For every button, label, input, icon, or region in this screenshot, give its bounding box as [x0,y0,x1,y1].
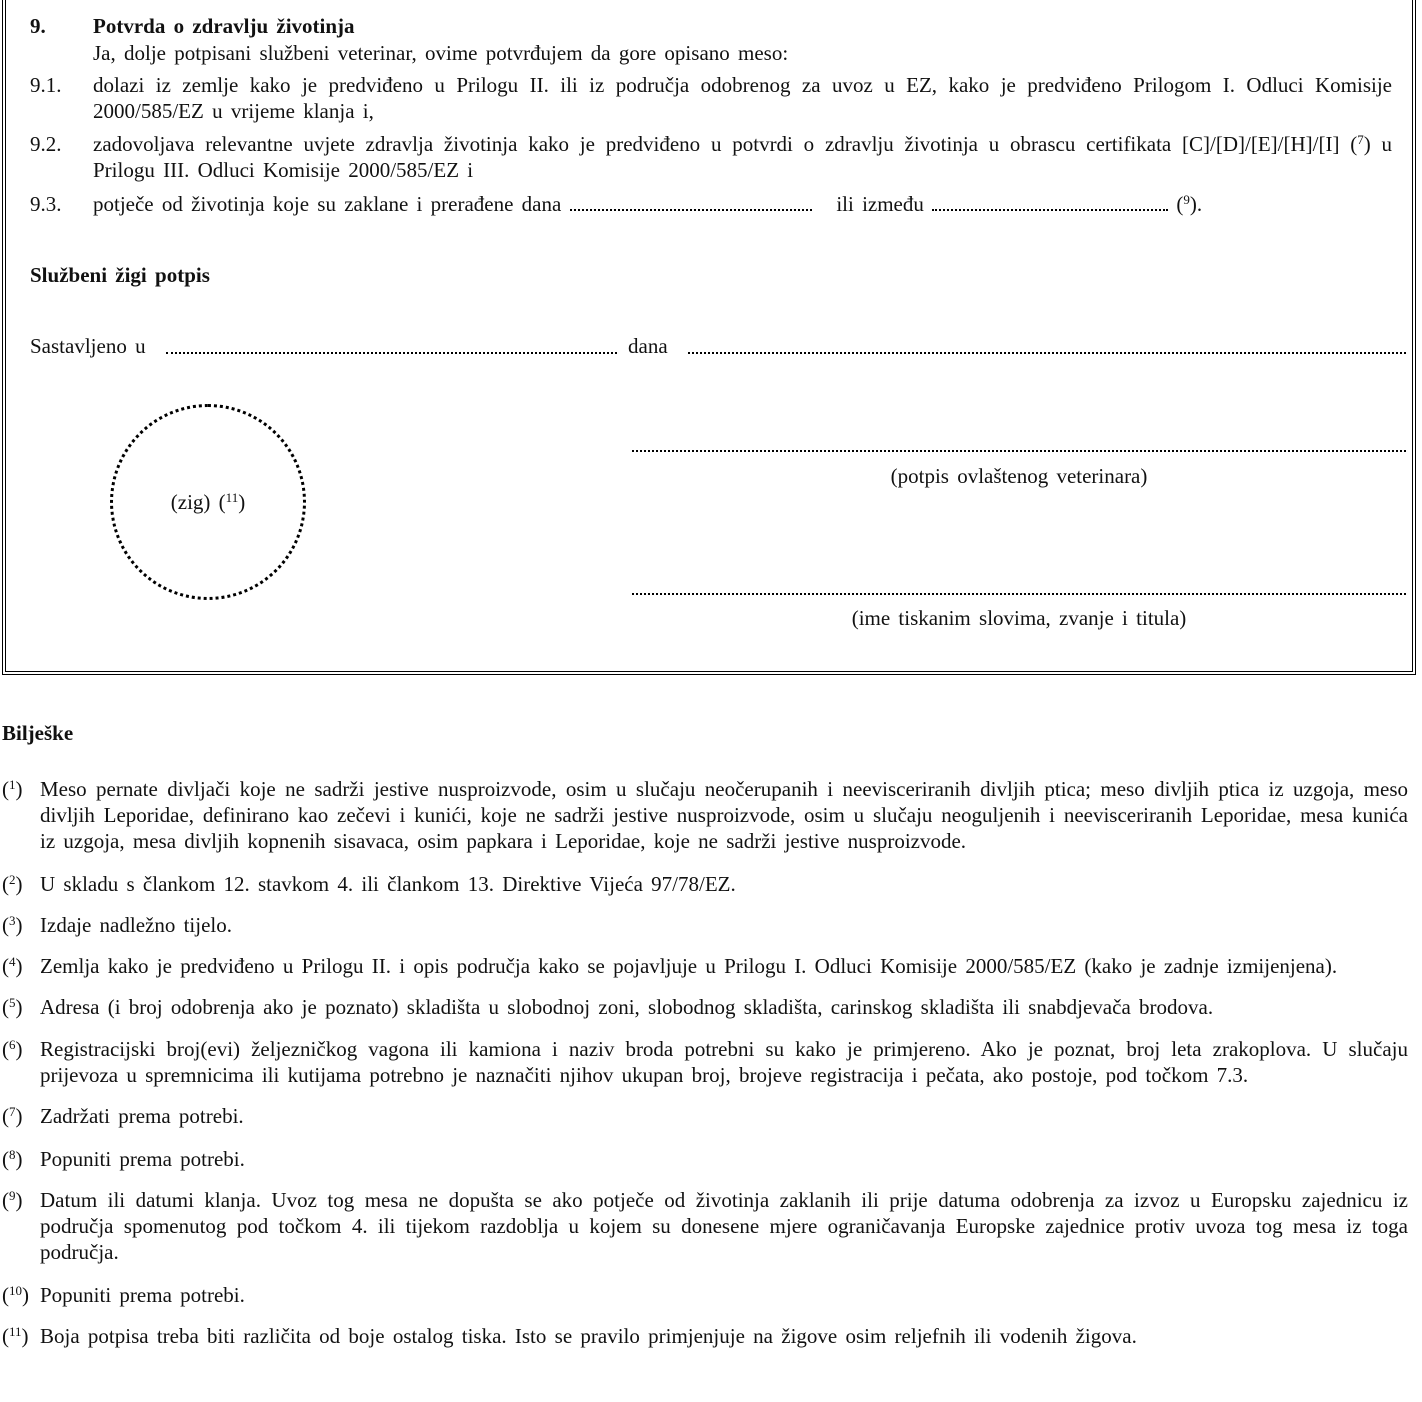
note-text: Popuniti prema potrebi. [40,1147,245,1171]
note-text: Adresa (i broj odobrenja ako je poznato) skladišta u slobodnoj zoni, slobodnog skladišta, carinskog skladišta ili snabdjevača brodova. [40,995,1214,1019]
stamp-circle [110,404,306,600]
section-title: Potvrda o zdravlju životinja [93,14,355,38]
date-field[interactable] [688,352,1406,354]
stamp-label: (zig) ($^{11}$) [170,490,246,514]
note-text: Boja potpisa treba biti različita od boje ostalog tiska. Isto se pravilo primjenjuje na žigove osim reljefnih ili vodenih žigova. [40,1324,1137,1348]
note-number: ($^5$) [2,995,23,1019]
note-text: Zemlja kako je predviđeno u Prilogu II. i opis područja kako se pojavljuje u Prilogu I. Odluci Komisije 2000/585/EZ (kako je zadnje izmijenjena). [40,954,1338,978]
slaughter-date-field[interactable] [570,193,812,211]
note-number: ($^8$) [2,1147,23,1171]
note-number: ($^{10}$) [2,1283,29,1307]
item-text: zadovoljava relevantne uvjete zdravlja životinja kako je predviđeno u potvrdi o zdravlju životinja u obrascu certifikata [C]/[D]/[E]/[H]/[I] ($^7$) u Prilogu III. Odluci Komisije 2000/585/EZ i [93,132,1392,182]
note-text: Meso pernate divljači koje ne sadrži jestive nusproizvode, osim u slučaju neočerupanih i neevisceriranih divljih ptica; meso divljih ptica iz uzgoja, meso divljih Leporidae, definirano kao zečevi i kunići, koje ne sadrži jestive nusproizvode, osim u slučaju neoguljenih i neevisceriranih Leporidae, mesa kunića iz uzgoja, mesa divljih kopnenih sisavaca, osim papkara i Leporidae, koje ne sadrži jestive nusproizvode. [40,777,1408,853]
note-number: ($^{11}$) [2,1324,29,1348]
place-field[interactable] [166,352,617,354]
item-number: 9.3. [30,192,62,216]
section-number: 9. [30,14,46,38]
section-intro: Ja, dolje potpisani službeni veterinar, ovime potvrđujem da gore opisano meso: [93,41,789,65]
date-label: dana [628,334,668,358]
name-title-caption: (ime tiskanim slovima, zvanje i titula) [851,606,1187,630]
vet-signature-caption: (potpis ovlaštenog veterinara) [890,464,1148,488]
item-number: 9.1. [30,73,62,97]
vet-signature-field[interactable] [632,450,1406,452]
certificate-frame [2,0,1416,675]
note-number: ($^1$) [2,777,23,801]
note-text: Registracijski broj(evi) željezničkog vagona ili kamiona i naziv broda potrebni su kako je primjereno. Ako je poznat, broj leta zrakoplova. U slučaju prijevoza u spremnicima ili kutijama potrebno je naznačiti njihov ukupan broj, brojeve registracija i pečata, ako postoje, pod točkom 7.3. [40,1037,1408,1087]
item-text: potječe od životinja koje su zaklane i prerađene dana ili između ($^9$). [93,192,1203,216]
note-text: Popuniti prema potrebi. [40,1283,245,1307]
note-text: Izdaje nadležno tijelo. [40,913,232,937]
item-number: 9.2. [30,132,62,156]
name-title-field[interactable] [632,593,1406,595]
place-label: Sastavljeno u [30,334,146,358]
note-number: ($^3$) [2,913,23,937]
slaughter-period-field[interactable] [932,193,1168,211]
note-text: Datum ili datumi klanja. Uvoz tog mesa ne dopušta se ako potječe od životinja zaklanih ili prije datuma odobrenja za izvoz u Europsku zajednicu iz područja spomenutog pod točkom 4. ili tijekom razdoblja u kojem su donesene mjere ograničavanja Europske zajednice protiv uvoza tog mesa iz toga područja. [40,1188,1408,1264]
note-text: U skladu s člankom 12. stavkom 4. ili člankom 13. Direktive Vijeća 97/78/EZ. [40,872,736,896]
note-text: Zadržati prema potrebi. [40,1104,244,1128]
item-text: dolazi iz zemlje kako je predviđeno u Prilogu II. ili iz područja odobrenog za uvoz u EZ, kako je predviđeno Prilogom I. Odluci Komisije 2000/585/EZ u vrijeme klanja i, [93,73,1392,123]
note-number: ($^7$) [2,1104,23,1128]
note-number: ($^4$) [2,954,23,978]
note-number: ($^6$) [2,1037,23,1061]
note-number: ($^9$) [2,1188,23,1212]
notes-title: Bilješke [2,721,74,745]
signature-heading: Službeni žigi potpis [30,263,210,287]
note-number: ($^2$) [2,872,23,896]
